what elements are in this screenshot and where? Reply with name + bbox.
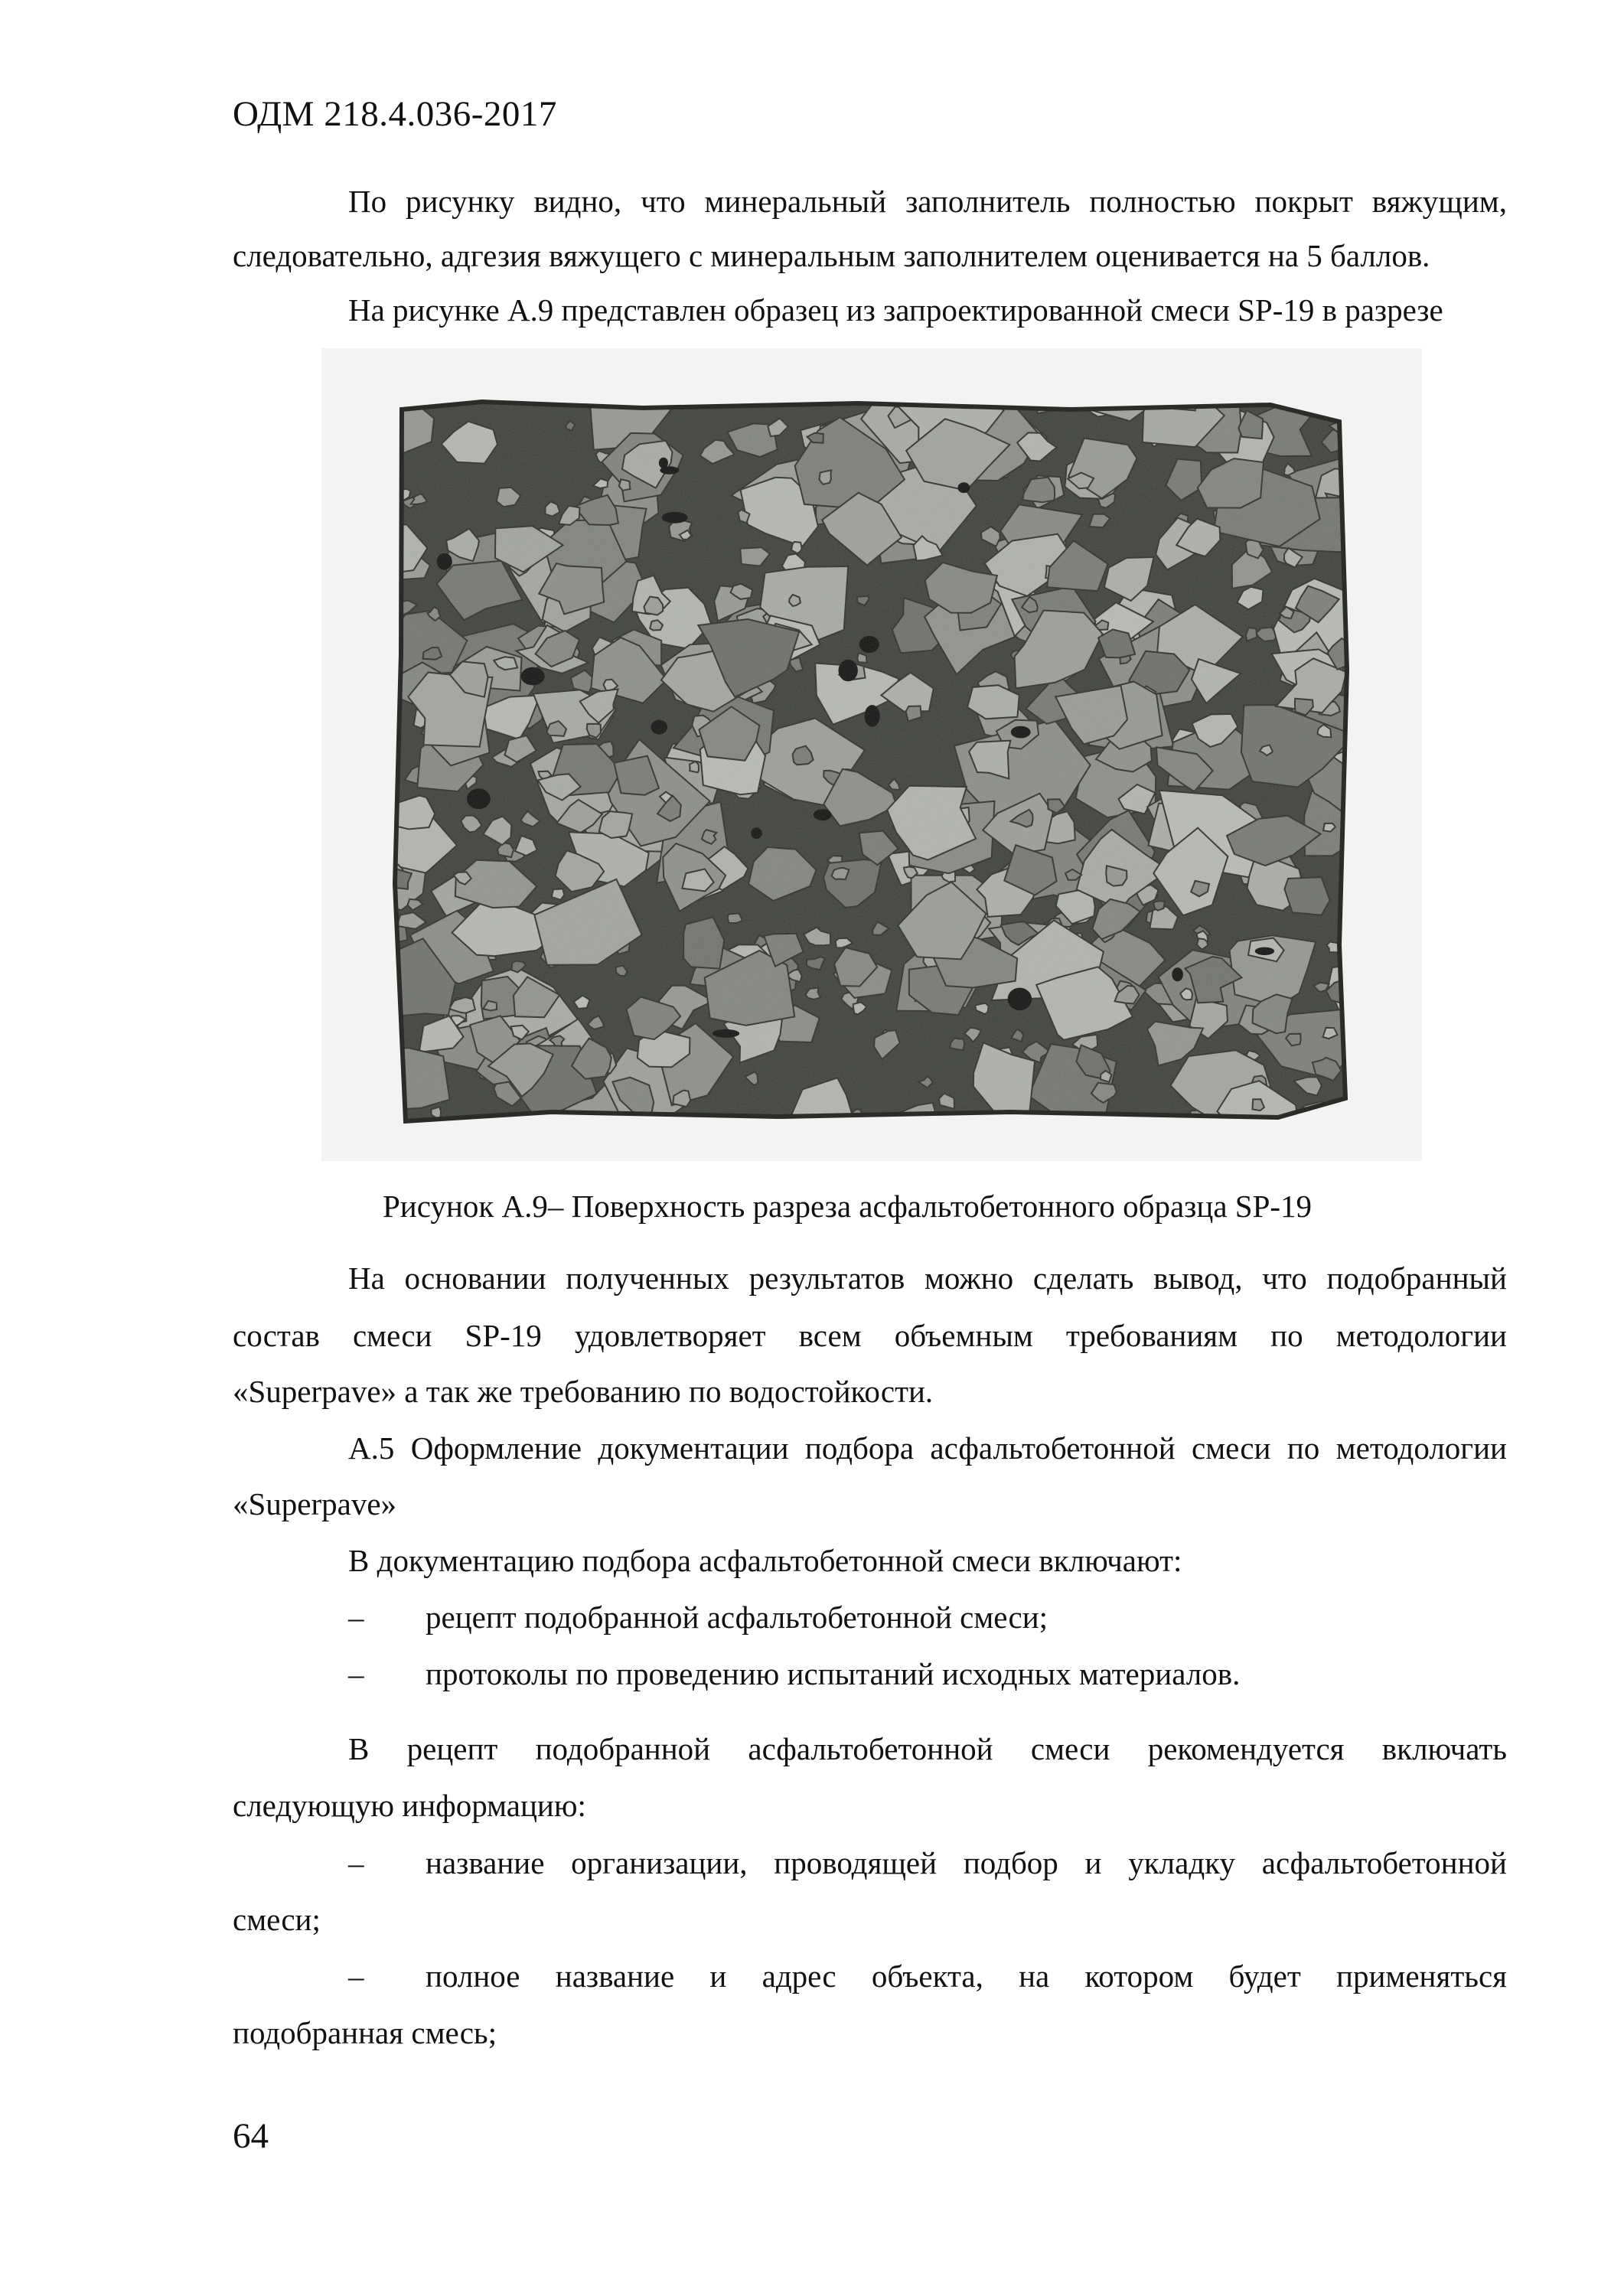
paragraph-line: следующую информацию: xyxy=(233,1788,586,1823)
paragraph-line: На рисунке А.9 представлен образец из запроектированной смеси SP-19 в разрезе xyxy=(348,292,1443,328)
paragraph-line: В документацию подбора асфальтобетонной смеси включают: xyxy=(348,1543,1182,1578)
paragraph-line: следовательно, адгезия вяжущего с минеральным заполнителем оценивается на 5 баллов. xyxy=(233,238,1430,273)
page-number: 64 xyxy=(233,2116,269,2156)
list-item-continuation: смеси; xyxy=(233,1902,321,1937)
document-code-header: ОДМ 218.4.036-2017 xyxy=(233,94,557,134)
list-bullet: – xyxy=(348,1600,364,1635)
list-item: протоколы по проведению испытаний исходных материалов. xyxy=(426,1656,1241,1691)
list-item: название организации, проводящей подбор и укладку асфальтобетонной xyxy=(426,1845,1507,1880)
paragraph-line: По рисунку видно, что минеральный заполнитель полностью покрыт вяжущим, xyxy=(348,184,1507,219)
list-bullet: – xyxy=(348,1958,364,1994)
section-heading-line: А.5 Оформление документации подбора асфальтобетонной смеси по методологии xyxy=(348,1430,1507,1466)
asphalt-sample-image xyxy=(321,348,1422,1161)
list-bullet: – xyxy=(348,1656,364,1691)
list-bullet: – xyxy=(348,1845,364,1880)
paragraph-line: состав смеси SP-19 удовлетворяет всем объемным требованиям по методологии xyxy=(233,1318,1507,1353)
list-item: рецепт подобранной асфальтобетонной смеси; xyxy=(426,1600,1048,1635)
figure-photo xyxy=(321,348,1422,1161)
list-item-continuation: подобранная смесь; xyxy=(233,2015,497,2050)
list-item: полное название и адрес объекта, на котором будет применяться xyxy=(426,1958,1507,1994)
paragraph-line: В рецепт подобранной асфальтобетонной смеси рекомендуется включать xyxy=(348,1731,1507,1766)
paragraph-line: На основании полученных результатов можно сделать вывод, что подобранный xyxy=(348,1261,1507,1296)
section-heading-line: «Superpave» xyxy=(233,1486,397,1521)
paragraph-line: «Superpave» а так же требованию по водостойкости. xyxy=(233,1374,934,1409)
figure-caption: Рисунок А.9– Поверхность разреза асфальтобетонного образца SP-19 xyxy=(383,1189,1313,1224)
